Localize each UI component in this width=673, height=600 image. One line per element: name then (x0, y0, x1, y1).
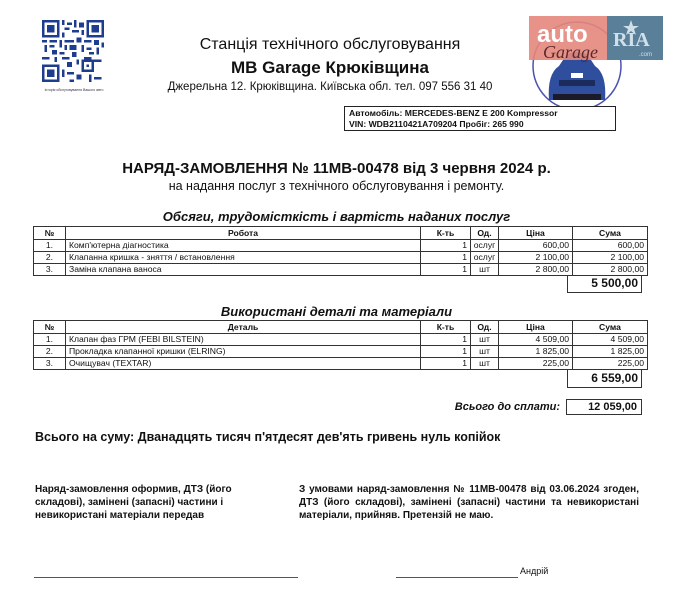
svg-text:auto: auto (537, 21, 588, 48)
table-row: 1. Комп'ютерна діагностика 1 ослуг 600,00 600,00 (34, 240, 648, 252)
col-price: Ціна (499, 321, 573, 334)
col-price: Ціна (499, 227, 573, 240)
svg-text:Garage: Garage (543, 42, 598, 62)
customer-statement: З умовами наряд-замовлення № 11MB-00478 від 03.06.2024 згоден, ДТЗ (його складові), замінені (запасні) частини та невикористані матеріали, прийняв. Претензій не маю. (299, 484, 639, 521)
vehicle-info-box (344, 106, 616, 131)
col-qty: К-ть (421, 227, 471, 240)
table-row: 2. Прокладка клапанної кришки (ELRING) 1 шт 1 825,00 1 825,00 (34, 346, 648, 358)
table-row: 3. Очищувач (TEXTAR) 1 шт 225,00 225,00 (34, 358, 648, 370)
parts-total: 6 559,00 (567, 369, 642, 388)
grand-total-value: 12 059,00 (566, 399, 642, 415)
vehicle-model: Автомобіль: MERCEDES-BENZ E 200 Kompressor (349, 108, 558, 118)
table-row: 2. Клапанна кришка - зняття / встановлення 1 ослуг 2 100,00 2 100,00 (34, 252, 648, 264)
table-header-row (34, 321, 648, 334)
amount-in-words: Всього на суму: Дванадцять тисяч п'ятдесят дев'ять гривень нуль копійок (35, 430, 501, 444)
svg-text:RIA: RIA (613, 29, 650, 51)
col-qty: К-ть (421, 321, 471, 334)
col-sum: Сума (573, 227, 648, 240)
table-row: 3. Заміна клапана ваноса 1 шт 2 800,00 2 800,00 (34, 264, 648, 276)
col-no: № (34, 321, 66, 334)
table-row: 1. Клапан фаз ГРМ (FEBI BILSTEIN) 1 шт 4 509,00 4 509,00 (34, 334, 648, 346)
table-header-row (34, 227, 648, 240)
order-title: НАРЯД-ЗАМОВЛЕННЯ № 11MB-00478 від 3 червня 2024 р. (122, 160, 551, 177)
parts-table (33, 320, 648, 370)
parts-section-title: Використані деталі та матеріали (220, 304, 453, 319)
services-total: 5 500,00 (567, 275, 642, 293)
grand-total-label: Всього до сплати: (454, 401, 560, 413)
autoria-garage-logo-icon (527, 8, 667, 106)
company-name: MB Garage Крюківщина (231, 58, 429, 77)
station-type-heading: Станція технічного обслуговування (199, 36, 461, 53)
order-subtitle: на надання послуг з технічного обслуговування і ремонту. (168, 179, 505, 193)
issuer-statement: Наряд-замовлення оформив, ДТЗ (його складові), замінені (запасні) частини і невикористані матеріали передав (35, 484, 232, 521)
col-name: Робота (66, 227, 421, 240)
company-address: Джерельна 12. Крюківщина. Київська обл. тел. 097 556 31 40 (167, 81, 493, 93)
col-no: № (34, 227, 66, 240)
qr-code-icon (42, 20, 104, 82)
issuer-signature-line (34, 577, 298, 578)
col-name: Деталь (66, 321, 421, 334)
col-sum: Сума (573, 321, 648, 334)
col-unit: Од. (471, 321, 499, 334)
services-section-title: Обсяги, трудомісткість і вартість наданих послуг (162, 209, 511, 224)
vehicle-vin-mileage: VIN: WDB2110421A709204 Пробіг: 265 990 (349, 119, 524, 129)
customer-signature-line (396, 577, 518, 578)
qr-caption: Історія обслуговування Вашого авто (44, 88, 104, 92)
svg-text:.com: .com (639, 52, 653, 58)
services-table (33, 226, 648, 276)
col-unit: Од. (471, 227, 499, 240)
customer-name: Андрій (520, 566, 549, 576)
